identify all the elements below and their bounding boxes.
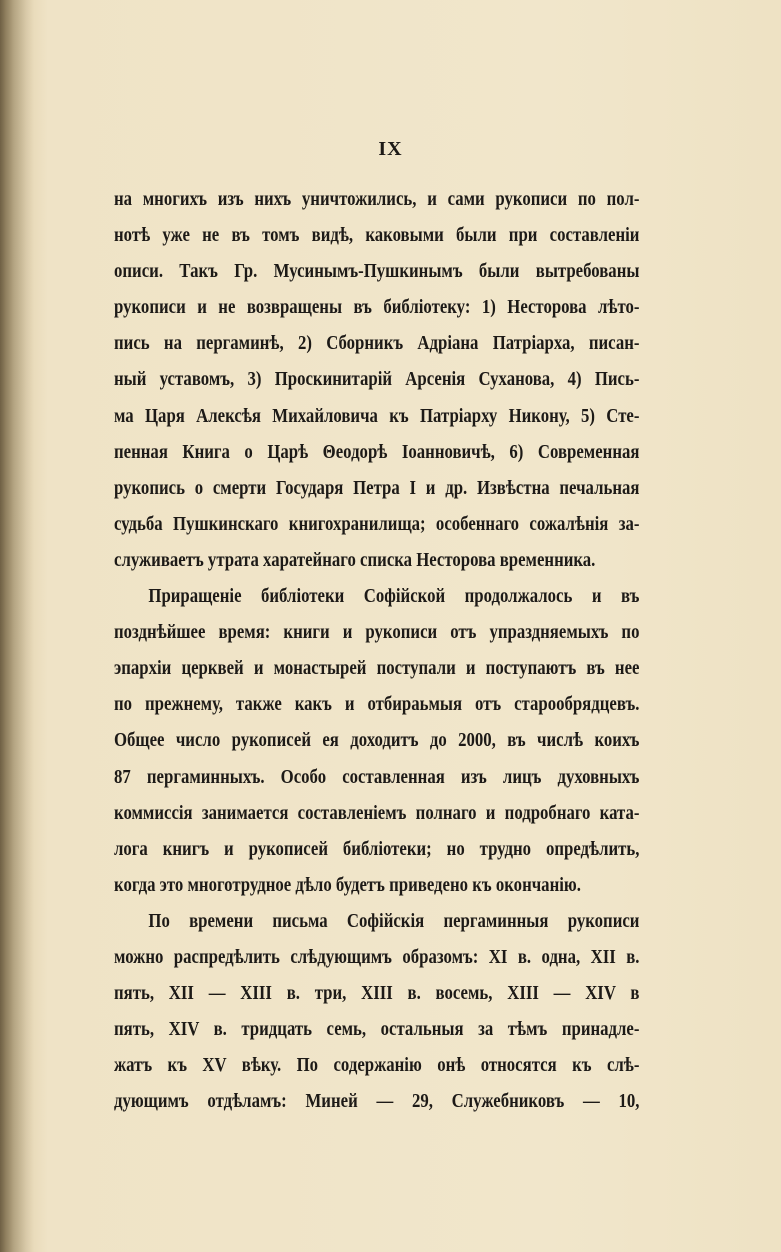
spine-shadow [0, 0, 34, 1252]
text-line: по прежнему, также какъ и отбираьмыя отъ старообрядцевъ. [114, 694, 640, 716]
text-line: пенная Книга о Царѣ Θеодорѣ Іоанновичѣ, 6) Современная [114, 441, 640, 463]
text-line: ма Царя Алексѣя Михайловича къ Патріарху Никону, 5) Сте- [114, 405, 640, 427]
text-line: пять, XII — XIII в. три, XIII в. восемь, XIII — XIV в [114, 983, 640, 1005]
text-line: Общее число рукописей ея доходитъ до 2000, въ числѣ коихъ [114, 730, 640, 752]
text-line: жатъ къ XV вѣку. По содержанію онѣ относятся къ слѣ- [114, 1055, 640, 1077]
text-line: когда это многотрудное дѣло будетъ приведено къ окончанію. [114, 874, 581, 896]
text-line: лога книгъ и рукописей библіотеки; но трудно опредѣлить, [114, 838, 640, 860]
page-number: IX [378, 138, 403, 160]
text-line: пять, XIV в. тридцать семь, остальныя за тѣмъ принадле- [114, 1019, 640, 1041]
text-line: По времени письма Софійскія пергаминныя рукописи [148, 910, 640, 932]
text-line: позднѣйшее время: книги и рукописи отъ упраздняемыхъ по [114, 622, 640, 644]
text-line: коммиссія занимается составленіемъ полнаго и подробнаго ката- [114, 802, 640, 824]
text-line: на многихъ изъ нихъ уничтожились, и сами рукописи по пол- [114, 189, 640, 210]
text-line: эпархіи церквей и монастырей поступали и поступаютъ въ нее [114, 658, 640, 680]
text-line: 87 пергаминныхъ. Особо составленная изъ лицъ духовныхъ [114, 766, 640, 788]
text-line: ный уставомъ, 3) Проскинитарій Арсенія Суханова, 4) Пись- [114, 369, 640, 391]
text-line: пись на пергаминѣ, 2) Сборникъ Адріана Патріарха, писан- [114, 333, 640, 355]
text-line: служиваетъ утрата харатейнаго списка Несторова временника. [114, 549, 596, 571]
text-line: Приращеніе библіотеки Софійской продолжалось и въ [148, 586, 640, 608]
text-line: рукописи и не возвращены въ библіотеку: 1) Несторова лѣто- [114, 297, 640, 319]
text-line: можно распредѣлить слѣдующимъ образомъ: XI в. одна, XII в. [114, 946, 640, 968]
text-line: судьба Пушкинскаго книгохранилища; особеннаго сожалѣнія за- [114, 513, 640, 535]
text-line: описи. Такъ Гр. Мусинымъ-Пушкинымъ были вытребованы [114, 261, 640, 283]
text-line: дующимъ отдѣламъ: Миней — 29, Служебниковъ — 10, [114, 1091, 640, 1113]
text-line: рукопись о смерти Государя Петра I и др. Извѣстна печальная [114, 477, 640, 499]
text-line: нотѣ уже не въ томъ видѣ, каковыми были при составленіи [114, 225, 640, 247]
body-text [114, 182, 640, 1120]
